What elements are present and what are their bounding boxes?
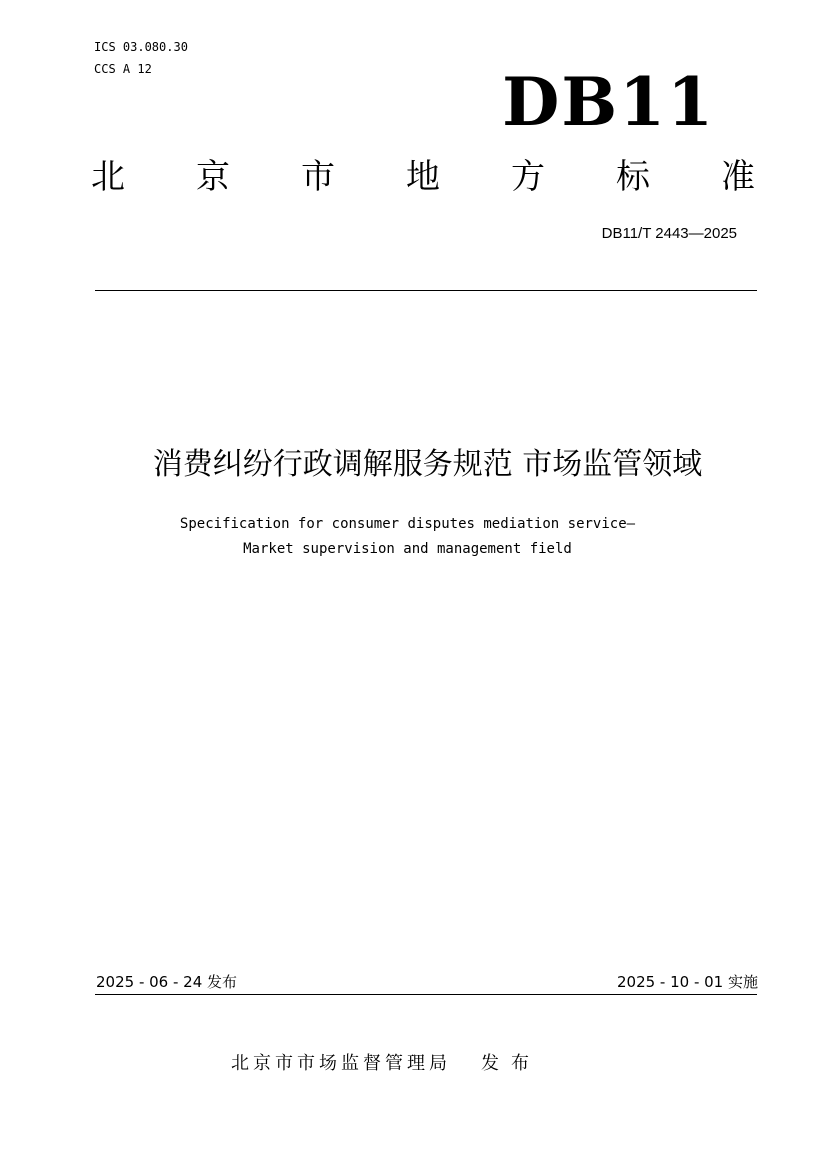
bottom-divider (95, 994, 757, 995)
standard-type-char: 北 (91, 157, 125, 197)
standard-type-char: 京 (196, 157, 230, 197)
standard-type-char: 市 (301, 157, 335, 197)
title-english-line-1: Specification for consumer disputes mediation service— (179, 516, 636, 532)
ccs-code: CCS A 12 (94, 62, 152, 76)
top-divider (95, 290, 757, 291)
implementation-date: 2025 - 10 - 01 实施 (616, 973, 758, 991)
issue-date: 2025 - 06 - 24 发布 (96, 973, 238, 991)
standard-type-char: 方 (511, 157, 545, 197)
standard-number: DB11/T 2443—2025 (601, 225, 737, 242)
title-chinese: 消费纠纷行政调解服务规范 市场监管领域 (152, 447, 703, 482)
standard-type (91, 156, 755, 198)
issue-label: 发布 (481, 1053, 541, 1074)
title-english-line-2: Market supervision and management field (243, 541, 572, 557)
standard-type-char: 准 (721, 157, 755, 197)
standard-type-char: 标 (616, 157, 650, 197)
issuing-authority: 北京市市场监督管理局 (231, 1053, 451, 1074)
issuer-row (231, 1052, 541, 1076)
standard-type-char: 地 (406, 157, 440, 197)
standard-code-large: DB11 (502, 63, 715, 141)
ics-code: ICS 03.080.30 (94, 40, 188, 54)
